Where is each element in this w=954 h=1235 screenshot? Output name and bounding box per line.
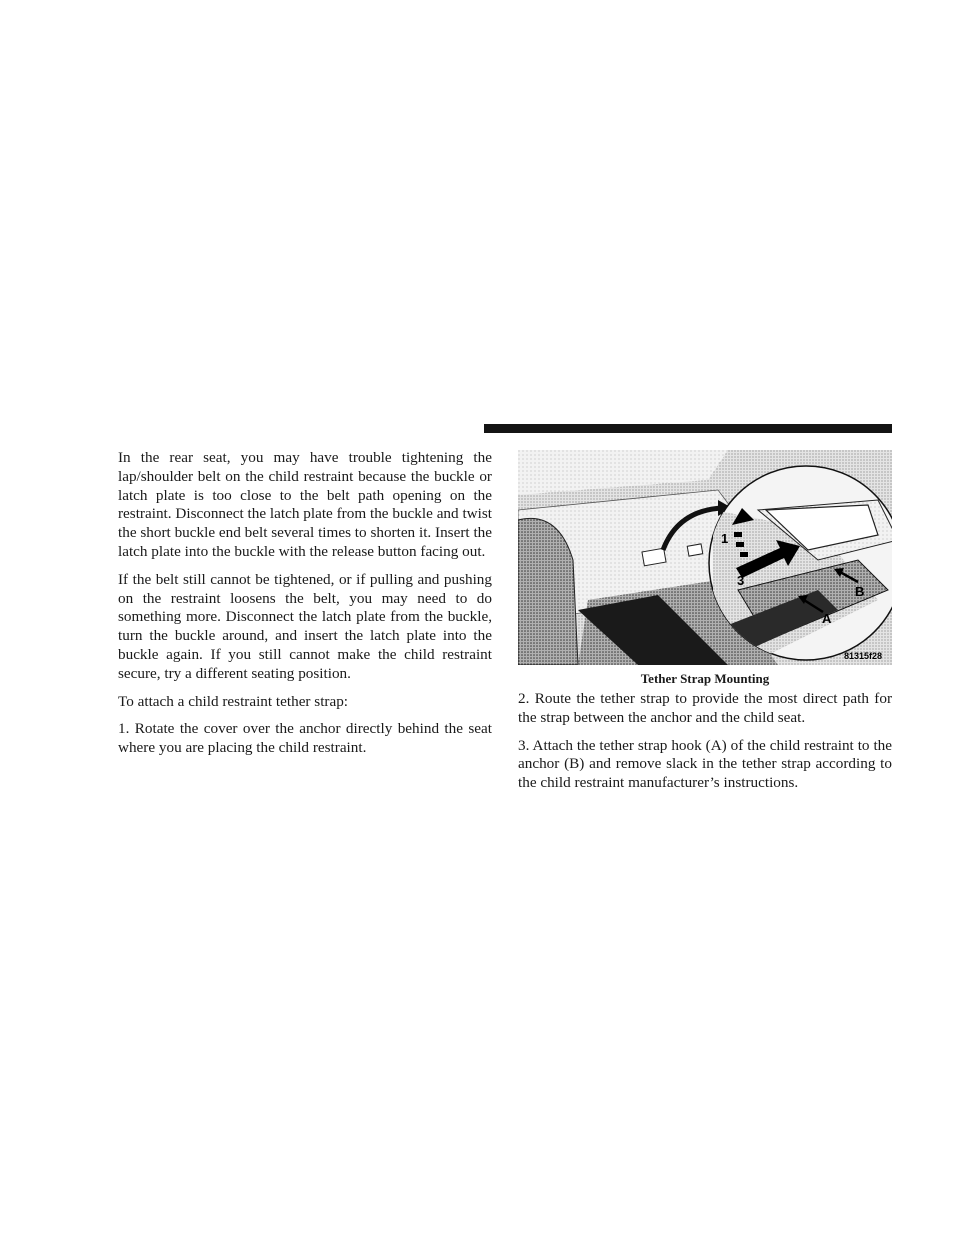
section-rule <box>484 424 892 433</box>
right-column <box>518 690 892 802</box>
left-column <box>118 449 492 767</box>
label-hook-a: A <box>822 611 832 626</box>
figure-caption: Tether Strap Mounting <box>640 671 770 686</box>
anchor-cover-small-2 <box>687 544 703 556</box>
label-step-3: 3 <box>737 573 745 588</box>
tether-strap-illustration <box>518 450 892 665</box>
paragraph-step-3: 3. Attach the tether strap hook (A) of the child restraint to the anchor (B) and remove slack in the tether strap according to the child restraint manufacturer’s instructions. <box>518 736 892 792</box>
paragraph-step-1: 1. Rotate the cover over the anchor directly behind the seat where you are placing the child restraint. <box>118 720 492 757</box>
paragraph-still-loose: If the belt still cannot be tightened, or if pulling and pushing on the restraint loosens the belt, you may need to do something more. Disconnect the latch plate from the buckle, turn the buckle around, and insert the latch plate into the buckle again. If you still cannot make the child restraint secure, try a different seating position. <box>118 570 492 682</box>
paragraph-tightening: In the rear seat, you may have trouble tightening the lap/shoulder belt on the child restraint because the buckle or latch plate is too close to the belt path opening on the restraint. Disconnect the latch plate from the buckle and twist the short buckle end belt several times to shorten it. Insert the latch plate into the buckle with the release button facing out. <box>118 449 492 560</box>
label-step-1: 1 <box>721 531 729 546</box>
paragraph-tether-intro: To attach a child restraint tether strap: <box>118 692 349 710</box>
figure-code: 81315f28 <box>844 651 883 661</box>
label-anchor-b: B <box>855 584 865 599</box>
paragraph-step-2: 2. Route the tether strap to provide the most direct path for the strap between the anchor and the child seat. <box>518 690 892 726</box>
